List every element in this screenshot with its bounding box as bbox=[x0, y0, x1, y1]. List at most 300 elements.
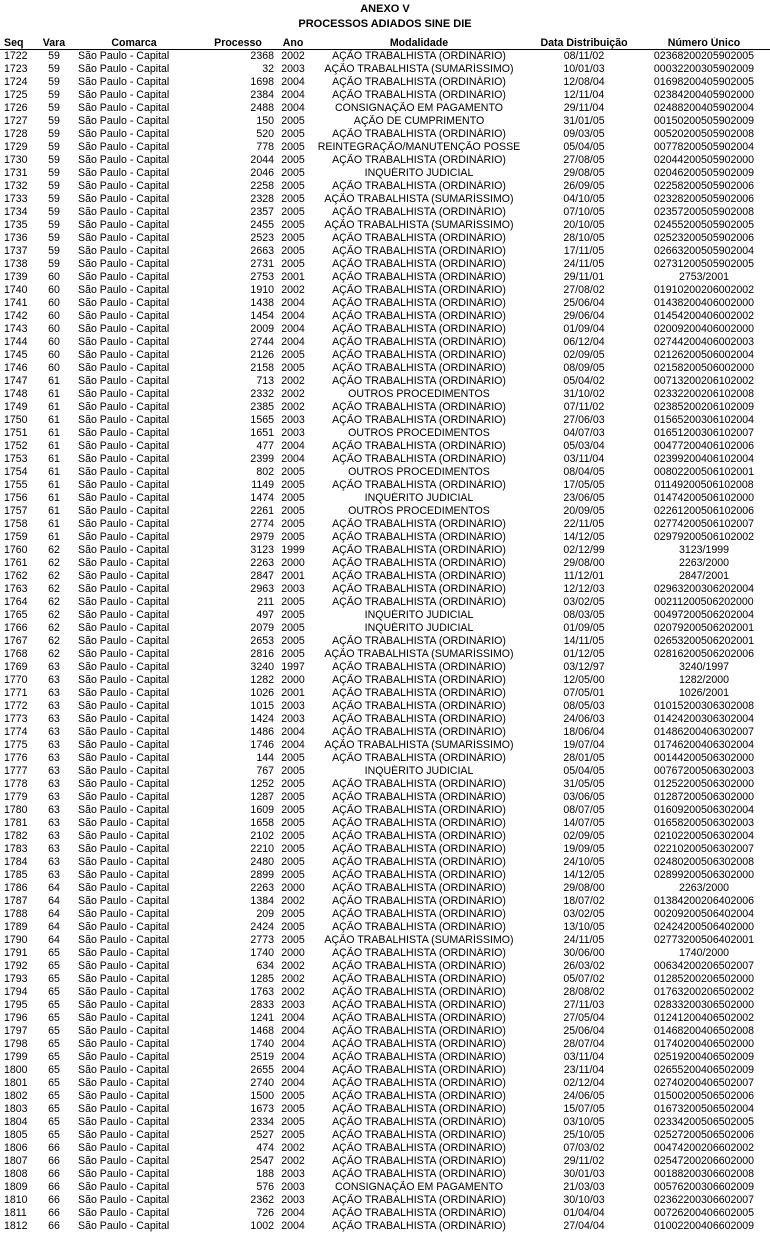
cell-data-distribuicao: 27/08/02 bbox=[563, 284, 605, 296]
cell-vara: 61 bbox=[48, 453, 60, 465]
cell-processo: 2079 bbox=[250, 622, 274, 634]
cell-processo: 2963 bbox=[250, 583, 274, 595]
cell-seq: 1778 bbox=[4, 778, 28, 790]
table-row bbox=[0, 1012, 770, 1025]
cell-seq: 1734 bbox=[4, 206, 28, 218]
table-row bbox=[0, 934, 770, 947]
table-row bbox=[0, 1051, 770, 1064]
table-row bbox=[0, 388, 770, 401]
cell-numero-unico: 2263/2000 bbox=[678, 882, 730, 894]
cell-vara: 61 bbox=[48, 414, 60, 426]
cell-comarca: São Paulo - Capital bbox=[78, 986, 170, 998]
document-title: ANEXO V bbox=[360, 3, 410, 15]
cell-data-distribuicao: 03/02/05 bbox=[563, 596, 605, 608]
cell-seq: 1756 bbox=[4, 492, 28, 504]
cell-vara: 65 bbox=[48, 1051, 60, 1063]
cell-vara: 65 bbox=[48, 1090, 60, 1102]
cell-ano: 2002 bbox=[281, 960, 305, 972]
cell-processo: 2102 bbox=[250, 830, 274, 842]
cell-comarca: São Paulo - Capital bbox=[78, 700, 170, 712]
cell-vara: 60 bbox=[48, 323, 60, 335]
cell-ano: 2005 bbox=[281, 622, 305, 634]
cell-modalidade: AÇÃO TRABALHISTA (ORDINÁRIO) bbox=[332, 843, 506, 855]
cell-comarca: São Paulo - Capital bbox=[78, 713, 170, 725]
cell-comarca: São Paulo - Capital bbox=[78, 414, 170, 426]
cell-modalidade: AÇÃO TRABALHISTA (ORDINÁRIO) bbox=[332, 206, 506, 218]
table-body bbox=[0, 50, 770, 1234]
table-row bbox=[0, 1077, 770, 1090]
cell-comarca: São Paulo - Capital bbox=[78, 1103, 170, 1115]
cell-vara: 63 bbox=[48, 661, 60, 673]
cell-data-distribuicao: 14/12/05 bbox=[563, 869, 605, 881]
cell-vara: 62 bbox=[48, 544, 60, 556]
table-row bbox=[0, 206, 770, 219]
document-subtitle: PROCESSOS ADIADOS SINE DIE bbox=[298, 18, 472, 30]
cell-vara: 63 bbox=[48, 687, 60, 699]
cell-ano: 2003 bbox=[281, 427, 305, 439]
cell-seq: 1803 bbox=[4, 1103, 28, 1115]
cell-seq: 1789 bbox=[4, 921, 28, 933]
table-row bbox=[0, 453, 770, 466]
cell-data-distribuicao: 03/02/05 bbox=[563, 908, 605, 920]
cell-data-distribuicao: 14/07/05 bbox=[563, 817, 605, 829]
cell-numero-unico: 02384200405902000 bbox=[653, 89, 755, 101]
cell-numero-unico: 01565200306102004 bbox=[653, 414, 755, 426]
cell-seq: 1760 bbox=[4, 544, 28, 556]
cell-data-distribuicao: 08/04/05 bbox=[563, 466, 605, 478]
cell-ano: 2005 bbox=[281, 531, 305, 543]
cell-processo: 2210 bbox=[250, 843, 274, 855]
cell-modalidade: AÇÃO TRABALHISTA (ORDINÁRIO) bbox=[332, 778, 506, 790]
table-row bbox=[0, 505, 770, 518]
cell-numero-unico: 00474200206602002 bbox=[653, 1142, 755, 1154]
cell-vara: 63 bbox=[48, 674, 60, 686]
cell-ano: 2005 bbox=[281, 817, 305, 829]
cell-numero-unico: 02488200405902004 bbox=[653, 102, 755, 114]
cell-processo: 726 bbox=[256, 1207, 274, 1219]
cell-comarca: São Paulo - Capital bbox=[78, 232, 170, 244]
cell-data-distribuicao: 29/08/00 bbox=[563, 882, 605, 894]
cell-ano: 2005 bbox=[281, 778, 305, 790]
cell-numero-unico: 02899200506302000 bbox=[653, 869, 755, 881]
cell-seq: 1743 bbox=[4, 323, 28, 335]
cell-modalidade: AÇÃO TRABALHISTA (ORDINÁRIO) bbox=[332, 518, 506, 530]
cell-vara: 66 bbox=[48, 1207, 60, 1219]
table-row bbox=[0, 947, 770, 960]
cell-numero-unico: 01740200406502000 bbox=[653, 1038, 755, 1050]
cell-comarca: São Paulo - Capital bbox=[78, 856, 170, 868]
cell-numero-unico: 01252200506302000 bbox=[653, 778, 755, 790]
cell-data-distribuicao: 19/07/04 bbox=[563, 739, 605, 751]
cell-processo: 1424 bbox=[250, 713, 274, 725]
cell-data-distribuicao: 06/12/04 bbox=[563, 336, 605, 348]
cell-data-distribuicao: 02/12/99 bbox=[563, 544, 605, 556]
cell-numero-unico: 02455200505902005 bbox=[653, 219, 755, 231]
cell-vara: 65 bbox=[48, 1077, 60, 1089]
table-row bbox=[0, 102, 770, 115]
cell-vara: 59 bbox=[48, 115, 60, 127]
cell-seq: 1779 bbox=[4, 791, 28, 803]
cell-ano: 2000 bbox=[281, 557, 305, 569]
cell-data-distribuicao: 28/10/05 bbox=[563, 232, 605, 244]
cell-processo: 1241 bbox=[250, 1012, 274, 1024]
cell-data-distribuicao: 29/11/02 bbox=[563, 1155, 605, 1167]
cell-vara: 66 bbox=[48, 1181, 60, 1193]
cell-modalidade: CONSIGNAÇÃO EM PAGAMENTO bbox=[335, 1181, 503, 1193]
cell-modalidade: AÇÃO TRABALHISTA (ORDINÁRIO) bbox=[332, 336, 506, 348]
cell-modalidade: AÇÃO TRABALHISTA (ORDINÁRIO) bbox=[332, 89, 506, 101]
cell-data-distribuicao: 30/01/03 bbox=[563, 1168, 605, 1180]
cell-data-distribuicao: 29/06/04 bbox=[563, 310, 605, 322]
cell-seq: 1731 bbox=[4, 167, 28, 179]
cell-numero-unico: 02816200506202006 bbox=[653, 648, 755, 660]
cell-data-distribuicao: 28/07/04 bbox=[563, 1038, 605, 1050]
table-row bbox=[0, 856, 770, 869]
cell-data-distribuicao: 23/06/05 bbox=[563, 492, 605, 504]
cell-modalidade: AÇÃO TRABALHISTA (ORDINÁRIO) bbox=[332, 1077, 506, 1089]
cell-modalidade: INQUÉRITO JUDICIAL bbox=[364, 609, 474, 621]
cell-processo: 2740 bbox=[250, 1077, 274, 1089]
cell-modalidade: AÇÃO TRABALHISTA (ORDINÁRIO) bbox=[332, 830, 506, 842]
cell-modalidade: AÇÃO TRABALHISTA (ORDINÁRIO) bbox=[332, 908, 506, 920]
cell-modalidade: AÇÃO TRABALHISTA (ORDINÁRIO) bbox=[332, 154, 506, 166]
cell-modalidade: AÇÃO TRABALHISTA (ORDINÁRIO) bbox=[332, 596, 506, 608]
cell-modalidade: AÇÃO TRABALHISTA (ORDINÁRIO) bbox=[332, 544, 506, 556]
cell-modalidade: AÇÃO TRABALHISTA (ORDINÁRIO) bbox=[332, 856, 506, 868]
cell-comarca: São Paulo - Capital bbox=[78, 1207, 170, 1219]
cell-data-distribuicao: 03/11/04 bbox=[563, 453, 605, 465]
cell-comarca: São Paulo - Capital bbox=[78, 1012, 170, 1024]
cell-processo: 2455 bbox=[250, 219, 274, 231]
cell-vara: 62 bbox=[48, 570, 60, 582]
cell-modalidade: AÇÃO TRABALHISTA (SUMARÍSSIMO) bbox=[324, 934, 514, 946]
cell-seq: 1750 bbox=[4, 414, 28, 426]
cell-numero-unico: 02258200505902006 bbox=[653, 180, 755, 192]
cell-vara: 63 bbox=[48, 700, 60, 712]
cell-seq: 1791 bbox=[4, 947, 28, 959]
cell-comarca: São Paulo - Capital bbox=[78, 219, 170, 231]
cell-data-distribuicao: 29/11/01 bbox=[563, 271, 605, 283]
cell-numero-unico: 02519200406502009 bbox=[653, 1051, 755, 1063]
cell-processo: 1384 bbox=[250, 895, 274, 907]
cell-modalidade: AÇÃO TRABALHISTA (ORDINÁRIO) bbox=[332, 1051, 506, 1063]
cell-comarca: São Paulo - Capital bbox=[78, 206, 170, 218]
table-header-row bbox=[0, 37, 770, 50]
cell-seq: 1749 bbox=[4, 401, 28, 413]
cell-vara: 59 bbox=[48, 232, 60, 244]
cell-processo: 1740 bbox=[250, 1038, 274, 1050]
cell-processo: 2385 bbox=[250, 401, 274, 413]
cell-numero-unico: 02744200406002003 bbox=[653, 336, 755, 348]
cell-modalidade: AÇÃO TRABALHISTA (ORDINÁRIO) bbox=[332, 362, 506, 374]
cell-seq: 1732 bbox=[4, 180, 28, 192]
cell-modalidade: AÇÃO TRABALHISTA (ORDINÁRIO) bbox=[332, 973, 506, 985]
cell-processo: 2258 bbox=[250, 180, 274, 192]
cell-vara: 62 bbox=[48, 583, 60, 595]
cell-seq: 1730 bbox=[4, 154, 28, 166]
cell-data-distribuicao: 05/04/02 bbox=[563, 375, 605, 387]
cell-numero-unico: 00032200305902009 bbox=[653, 63, 755, 75]
cell-ano: 2005 bbox=[281, 232, 305, 244]
cell-vara: 65 bbox=[48, 999, 60, 1011]
cell-numero-unico: 02368200205902005 bbox=[653, 50, 755, 62]
cell-data-distribuicao: 02/09/05 bbox=[563, 349, 605, 361]
cell-seq: 1763 bbox=[4, 583, 28, 595]
cell-ano: 2005 bbox=[281, 141, 305, 153]
cell-seq: 1808 bbox=[4, 1168, 28, 1180]
cell-ano: 2002 bbox=[281, 1142, 305, 1154]
column-header-data-distribuicao: Data Distribuição bbox=[530, 37, 638, 50]
cell-processo: 3240 bbox=[250, 661, 274, 673]
cell-ano: 2003 bbox=[281, 713, 305, 725]
cell-data-distribuicao: 08/05/03 bbox=[563, 700, 605, 712]
cell-data-distribuicao: 26/03/02 bbox=[563, 960, 605, 972]
cell-seq: 1754 bbox=[4, 466, 28, 478]
cell-comarca: São Paulo - Capital bbox=[78, 1220, 170, 1232]
cell-numero-unico: 01002200406602009 bbox=[653, 1220, 755, 1232]
cell-numero-unico: 2753/2001 bbox=[678, 271, 730, 283]
cell-numero-unico: 02334200506502005 bbox=[653, 1116, 755, 1128]
cell-modalidade: AÇÃO TRABALHISTA (ORDINÁRIO) bbox=[332, 661, 506, 673]
cell-data-distribuicao: 01/09/04 bbox=[563, 323, 605, 335]
cell-ano: 2002 bbox=[281, 973, 305, 985]
cell-seq: 1796 bbox=[4, 1012, 28, 1024]
cell-vara: 59 bbox=[48, 128, 60, 140]
cell-comarca: São Paulo - Capital bbox=[78, 674, 170, 686]
cell-ano: 2004 bbox=[281, 1220, 305, 1232]
table-row bbox=[0, 76, 770, 89]
table-row bbox=[0, 219, 770, 232]
table-row bbox=[0, 466, 770, 479]
cell-vara: 59 bbox=[48, 102, 60, 114]
cell-seq: 1798 bbox=[4, 1038, 28, 1050]
cell-numero-unico: 00144200506302000 bbox=[653, 752, 755, 764]
cell-comarca: São Paulo - Capital bbox=[78, 375, 170, 387]
cell-numero-unico: 02527200506502006 bbox=[653, 1129, 755, 1141]
cell-seq: 1801 bbox=[4, 1077, 28, 1089]
cell-comarca: São Paulo - Capital bbox=[78, 310, 170, 322]
cell-comarca: São Paulo - Capital bbox=[78, 1077, 170, 1089]
cell-processo: 32 bbox=[262, 63, 274, 75]
cell-seq: 1722 bbox=[4, 50, 28, 62]
table-row bbox=[0, 193, 770, 206]
table-row bbox=[0, 804, 770, 817]
cell-comarca: São Paulo - Capital bbox=[78, 297, 170, 309]
cell-ano: 2005 bbox=[281, 518, 305, 530]
cell-numero-unico: 02158200506002000 bbox=[653, 362, 755, 374]
cell-modalidade: AÇÃO TRABALHISTA (SUMARÍSSIMO) bbox=[324, 193, 514, 205]
cell-numero-unico: 01500200506502006 bbox=[653, 1090, 755, 1102]
table-row bbox=[0, 336, 770, 349]
cell-numero-unico: 02102200506302004 bbox=[653, 830, 755, 842]
cell-ano: 2004 bbox=[281, 440, 305, 452]
cell-seq: 1784 bbox=[4, 856, 28, 868]
cell-comarca: São Paulo - Capital bbox=[78, 1116, 170, 1128]
cell-ano: 2005 bbox=[281, 752, 305, 764]
table-row bbox=[0, 557, 770, 570]
cell-processo: 1658 bbox=[250, 817, 274, 829]
table-row bbox=[0, 63, 770, 76]
cell-vara: 63 bbox=[48, 791, 60, 803]
cell-processo: 1149 bbox=[251, 479, 274, 491]
cell-processo: 1746 bbox=[250, 739, 274, 751]
cell-comarca: São Paulo - Capital bbox=[78, 583, 170, 595]
cell-vara: 61 bbox=[48, 375, 60, 387]
cell-ano: 2005 bbox=[281, 193, 305, 205]
table-row bbox=[0, 1220, 770, 1233]
table-row bbox=[0, 752, 770, 765]
cell-ano: 2005 bbox=[281, 648, 305, 660]
table-row bbox=[0, 245, 770, 258]
cell-numero-unico: 02979200506102002 bbox=[653, 531, 755, 543]
cell-numero-unico: 02079200506202001 bbox=[653, 622, 755, 634]
cell-numero-unico: 2263/2000 bbox=[678, 557, 730, 569]
cell-seq: 1786 bbox=[4, 882, 28, 894]
cell-seq: 1792 bbox=[4, 960, 28, 972]
cell-processo: 1468 bbox=[250, 1025, 274, 1037]
cell-ano: 2000 bbox=[281, 674, 305, 686]
cell-vara: 63 bbox=[48, 869, 60, 881]
cell-processo: 2328 bbox=[250, 193, 274, 205]
cell-modalidade: INQUÉRITO JUDICIAL bbox=[364, 765, 474, 777]
column-header-numero-unico: Número Único bbox=[638, 37, 770, 50]
cell-ano: 2005 bbox=[281, 1090, 305, 1102]
cell-data-distribuicao: 12/05/00 bbox=[563, 674, 605, 686]
table-row bbox=[0, 180, 770, 193]
cell-ano: 2005 bbox=[281, 479, 305, 491]
cell-processo: 802 bbox=[256, 466, 274, 478]
cell-seq: 1733 bbox=[4, 193, 28, 205]
cell-vara: 65 bbox=[48, 947, 60, 959]
cell-vara: 63 bbox=[48, 713, 60, 725]
cell-processo: 2731 bbox=[250, 258, 274, 270]
cell-seq: 1771 bbox=[4, 687, 28, 699]
cell-vara: 66 bbox=[48, 1142, 60, 1154]
cell-seq: 1780 bbox=[4, 804, 28, 816]
cell-vara: 63 bbox=[48, 752, 60, 764]
cell-ano: 2004 bbox=[281, 89, 305, 101]
cell-processo: 2384 bbox=[250, 89, 274, 101]
cell-seq: 1777 bbox=[4, 765, 28, 777]
cell-ano: 2004 bbox=[281, 310, 305, 322]
cell-modalidade: AÇÃO TRABALHISTA (ORDINÁRIO) bbox=[332, 1207, 506, 1219]
cell-vara: 59 bbox=[48, 63, 60, 75]
cell-processo: 2046 bbox=[250, 167, 274, 179]
table-row bbox=[0, 713, 770, 726]
cell-seq: 1741 bbox=[4, 297, 28, 309]
cell-comarca: São Paulo - Capital bbox=[78, 531, 170, 543]
cell-data-distribuicao: 31/10/02 bbox=[563, 388, 605, 400]
cell-numero-unico: 02044200505902000 bbox=[653, 154, 755, 166]
cell-modalidade: AÇÃO TRABALHISTA (ORDINÁRIO) bbox=[332, 700, 506, 712]
cell-processo: 1673 bbox=[250, 1103, 274, 1115]
cell-vara: 65 bbox=[48, 1038, 60, 1050]
cell-processo: 1454 bbox=[250, 310, 274, 322]
cell-ano: 2005 bbox=[281, 791, 305, 803]
cell-processo: 2263 bbox=[250, 882, 274, 894]
cell-modalidade: AÇÃO TRABALHISTA (ORDINÁRIO) bbox=[332, 50, 506, 62]
cell-vara: 59 bbox=[48, 167, 60, 179]
cell-ano: 2002 bbox=[281, 401, 305, 413]
cell-comarca: São Paulo - Capital bbox=[78, 427, 170, 439]
table-row bbox=[0, 1064, 770, 1077]
cell-vara: 61 bbox=[48, 401, 60, 413]
cell-comarca: São Paulo - Capital bbox=[78, 1025, 170, 1037]
cell-vara: 60 bbox=[48, 362, 60, 374]
cell-modalidade: AÇÃO TRABALHISTA (ORDINÁRIO) bbox=[332, 674, 506, 686]
cell-comarca: São Paulo - Capital bbox=[78, 1064, 170, 1076]
cell-seq: 1810 bbox=[4, 1194, 28, 1206]
cell-seq: 1723 bbox=[4, 63, 28, 75]
cell-comarca: São Paulo - Capital bbox=[78, 362, 170, 374]
cell-processo: 2368 bbox=[250, 50, 274, 62]
cell-numero-unico: 00211200506202000 bbox=[654, 596, 754, 608]
cell-data-distribuicao: 08/07/05 bbox=[563, 804, 605, 816]
cell-comarca: São Paulo - Capital bbox=[78, 596, 170, 608]
cell-modalidade: AÇÃO TRABALHISTA (ORDINÁRIO) bbox=[332, 245, 506, 257]
cell-ano: 2004 bbox=[281, 1207, 305, 1219]
cell-data-distribuicao: 30/06/00 bbox=[563, 947, 605, 959]
cell-seq: 1794 bbox=[4, 986, 28, 998]
cell-seq: 1769 bbox=[4, 661, 28, 673]
cell-data-distribuicao: 31/01/05 bbox=[563, 115, 605, 127]
cell-ano: 2005 bbox=[281, 362, 305, 374]
cell-vara: 63 bbox=[48, 843, 60, 855]
cell-comarca: São Paulo - Capital bbox=[78, 154, 170, 166]
cell-vara: 63 bbox=[48, 817, 60, 829]
cell-ano: 2005 bbox=[281, 167, 305, 179]
cell-seq: 1759 bbox=[4, 531, 28, 543]
cell-seq: 1766 bbox=[4, 622, 28, 634]
cell-ano: 2004 bbox=[281, 726, 305, 738]
cell-processo: 2847 bbox=[250, 570, 274, 582]
cell-processo: 497 bbox=[256, 609, 274, 621]
cell-ano: 1999 bbox=[281, 544, 305, 556]
table-row bbox=[0, 115, 770, 128]
cell-processo: 713 bbox=[256, 375, 274, 387]
cell-seq: 1806 bbox=[4, 1142, 28, 1154]
cell-processo: 188 bbox=[256, 1168, 274, 1180]
cell-seq: 1800 bbox=[4, 1064, 28, 1076]
cell-ano: 2005 bbox=[281, 843, 305, 855]
cell-data-distribuicao: 25/06/04 bbox=[563, 297, 605, 309]
cell-comarca: São Paulo - Capital bbox=[78, 141, 170, 153]
cell-processo: 2009 bbox=[250, 323, 274, 335]
cell-modalidade: AÇÃO TRABALHISTA (ORDINÁRIO) bbox=[332, 414, 506, 426]
table-row bbox=[0, 310, 770, 323]
cell-seq: 1785 bbox=[4, 869, 28, 881]
cell-modalidade: AÇÃO TRABALHISTA (ORDINÁRIO) bbox=[332, 258, 506, 270]
cell-numero-unico: 02261200506102006 bbox=[653, 505, 755, 517]
cell-numero-unico: 00802200506102001 bbox=[653, 466, 755, 478]
cell-processo: 520 bbox=[256, 128, 274, 140]
cell-numero-unico: 02009200406002000 bbox=[653, 323, 755, 335]
table-row bbox=[0, 674, 770, 687]
cell-comarca: São Paulo - Capital bbox=[78, 89, 170, 101]
cell-vara: 59 bbox=[48, 89, 60, 101]
cell-modalidade: AÇÃO TRABALHISTA (ORDINÁRIO) bbox=[332, 947, 506, 959]
cell-comarca: São Paulo - Capital bbox=[78, 258, 170, 270]
cell-ano: 2005 bbox=[281, 1129, 305, 1141]
cell-vara: 64 bbox=[48, 908, 60, 920]
cell-data-distribuicao: 31/05/05 bbox=[563, 778, 605, 790]
cell-processo: 2527 bbox=[250, 1129, 274, 1141]
cell-modalidade: AÇÃO TRABALHISTA (ORDINÁRIO) bbox=[332, 752, 506, 764]
cell-ano: 2005 bbox=[281, 180, 305, 192]
table-row bbox=[0, 999, 770, 1012]
cell-vara: 62 bbox=[48, 557, 60, 569]
cell-modalidade: AÇÃO TRABALHISTA (ORDINÁRIO) bbox=[332, 323, 506, 335]
